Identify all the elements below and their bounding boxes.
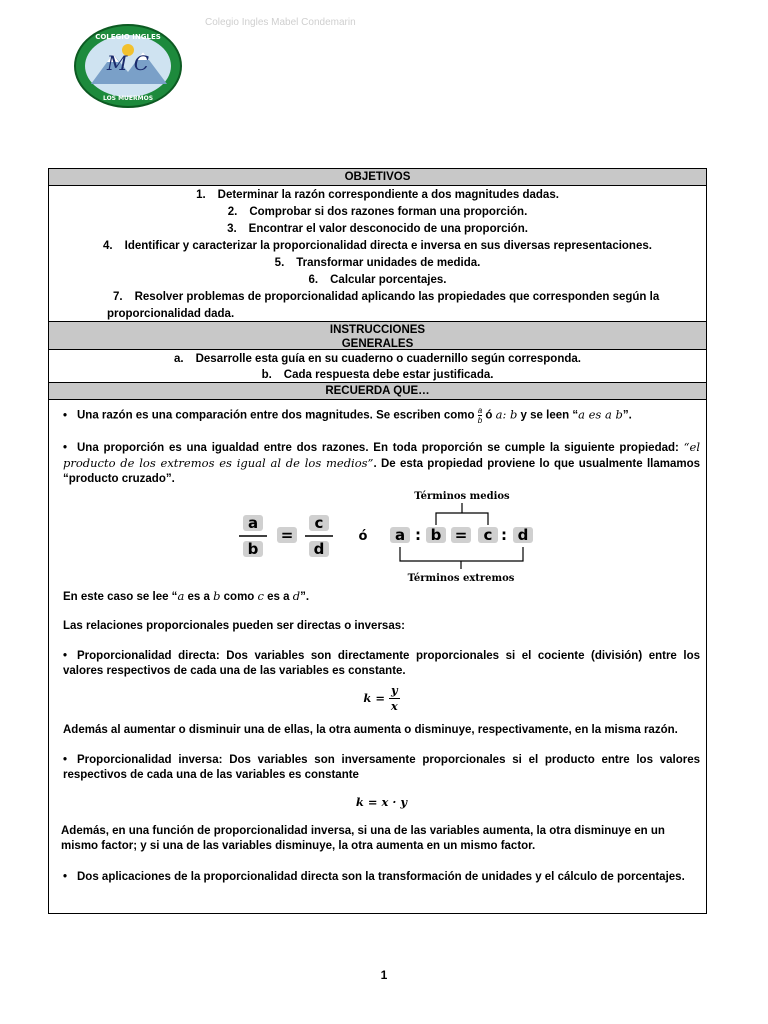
instruction-item: b. Cada respuesta debe estar justificada. bbox=[261, 369, 494, 381]
inversa-paragraph: • Proporcionalidad inversa: Dos variables son inversamente proporcionales si el producto entre los valores respectivos de cada una de las variables es constante bbox=[63, 754, 701, 781]
diagram-b-right: b bbox=[430, 526, 442, 544]
objective-item: 4. Identificar y caracterizar la proporcionalidad directa e inversa en sus diversas representaciones. bbox=[103, 240, 652, 252]
terminos-medios-label: Términos medios bbox=[414, 491, 510, 502]
diagram-eq-left: = bbox=[280, 526, 294, 544]
objectives-list bbox=[49, 186, 706, 322]
razon-fraction: $\frac{a}{b}$ bbox=[477, 406, 483, 425]
diagram-d-left: d bbox=[313, 540, 325, 558]
inversa-after: Además, en una función de proporcionalidad inversa, si una de las variables aumenta, la otra disminuye en un mismo factor; y si una de las variables disminuye, la otra aumenta en un mismo factor. bbox=[61, 825, 665, 852]
proportion-diagram bbox=[63, 489, 703, 589]
diagram-colon-1: : bbox=[415, 526, 421, 544]
diagram-or: ó bbox=[358, 529, 368, 544]
reading-line: En este caso se lee “a es a b como c es a d”. bbox=[63, 589, 310, 603]
directa-paragraph: • Proporcionalidad directa: Dos variables son directamente proporcionales si el cociente (división) entre los valores respectivos de cada una de las variables es constante. bbox=[63, 650, 700, 677]
directa-after: Además al aumentar o disminuir una de ellas, la otra aumenta o disminuye, respectivamente, en la misma razón. bbox=[63, 724, 678, 736]
objective-item: 6. Calcular porcentajes. bbox=[308, 274, 447, 286]
remember-header: RECUERDA QUE… bbox=[49, 383, 706, 400]
objective-item: 7. Resolver problemas de proporcionalidad aplicando las propiedades que corresponden según la bbox=[113, 291, 660, 303]
logo-letters: M C bbox=[106, 51, 150, 75]
diagram-eq-right: = bbox=[454, 526, 468, 544]
objective-item-continuation: proporcionalidad dada. bbox=[107, 308, 235, 320]
objective-item: 2. Comprobar si dos razones forman una proporción. bbox=[227, 206, 528, 218]
instructions-list bbox=[49, 350, 706, 383]
directa-formula: k = $\frac{y}{x}$ bbox=[363, 683, 398, 713]
diagram-d-right: d bbox=[517, 526, 529, 544]
logo-top-text: COLEGIO INGLES bbox=[95, 33, 161, 41]
inversa-formula: k = x · y bbox=[355, 795, 408, 809]
objective-item: 5. Transformar unidades de medida. bbox=[274, 257, 481, 269]
guide-table bbox=[48, 168, 707, 914]
diagram-colon-2: : bbox=[501, 526, 507, 544]
instructions-header: INSTRUCCIONES GENERALES bbox=[49, 322, 706, 350]
proporcion-paragraph: • Una proporción es una igualdad entre dos razones. En toda proporción se cumple la siguiente propiedad: “el producto de los extremos es igual al de los medios”. De esta propiedad proviene lo que usualmente llamamos “producto cruzado”. bbox=[63, 440, 701, 485]
objective-item: 1. Determinar la razón correspondiente a dos magnitudes dadas. bbox=[196, 189, 559, 201]
diagram-c-right: c bbox=[483, 526, 493, 544]
relations-line: Las relaciones proporcionales pueden ser directas o inversas: bbox=[63, 620, 405, 632]
terminos-extremos-label: Términos extremos bbox=[407, 573, 515, 584]
diagram-a-left: a bbox=[247, 514, 259, 532]
logo-bottom-text: LOS MUERMOS bbox=[102, 95, 154, 102]
header-school-name: Colegio Ingles Mabel Condemarin bbox=[205, 17, 356, 28]
objectives-header: OBJETIVOS bbox=[49, 169, 706, 186]
diagram-b-left: b bbox=[247, 540, 259, 558]
objective-item: 3. Encontrar el valor desconocido de una proporción. bbox=[227, 223, 528, 235]
razon-paragraph: • Una razón es una comparación entre dos magnitudes. Se escriben como $\frac{a}{b}$ ó a: b y se leen “a es a b”. bbox=[63, 406, 632, 425]
remember-content bbox=[49, 406, 706, 885]
aplicaciones-paragraph: • Dos aplicaciones de la proporcionalidad directa son la transformación de unidades y el cálculo de porcentajes. bbox=[63, 871, 685, 883]
diagram-c-left: c bbox=[314, 514, 324, 532]
school-logo bbox=[73, 24, 183, 109]
instruction-item: a. Desarrolle esta guía en su cuaderno o cuadernillo según corresponda. bbox=[174, 353, 581, 365]
page-number: 1 bbox=[380, 968, 388, 982]
diagram-a-right: a bbox=[394, 526, 406, 544]
